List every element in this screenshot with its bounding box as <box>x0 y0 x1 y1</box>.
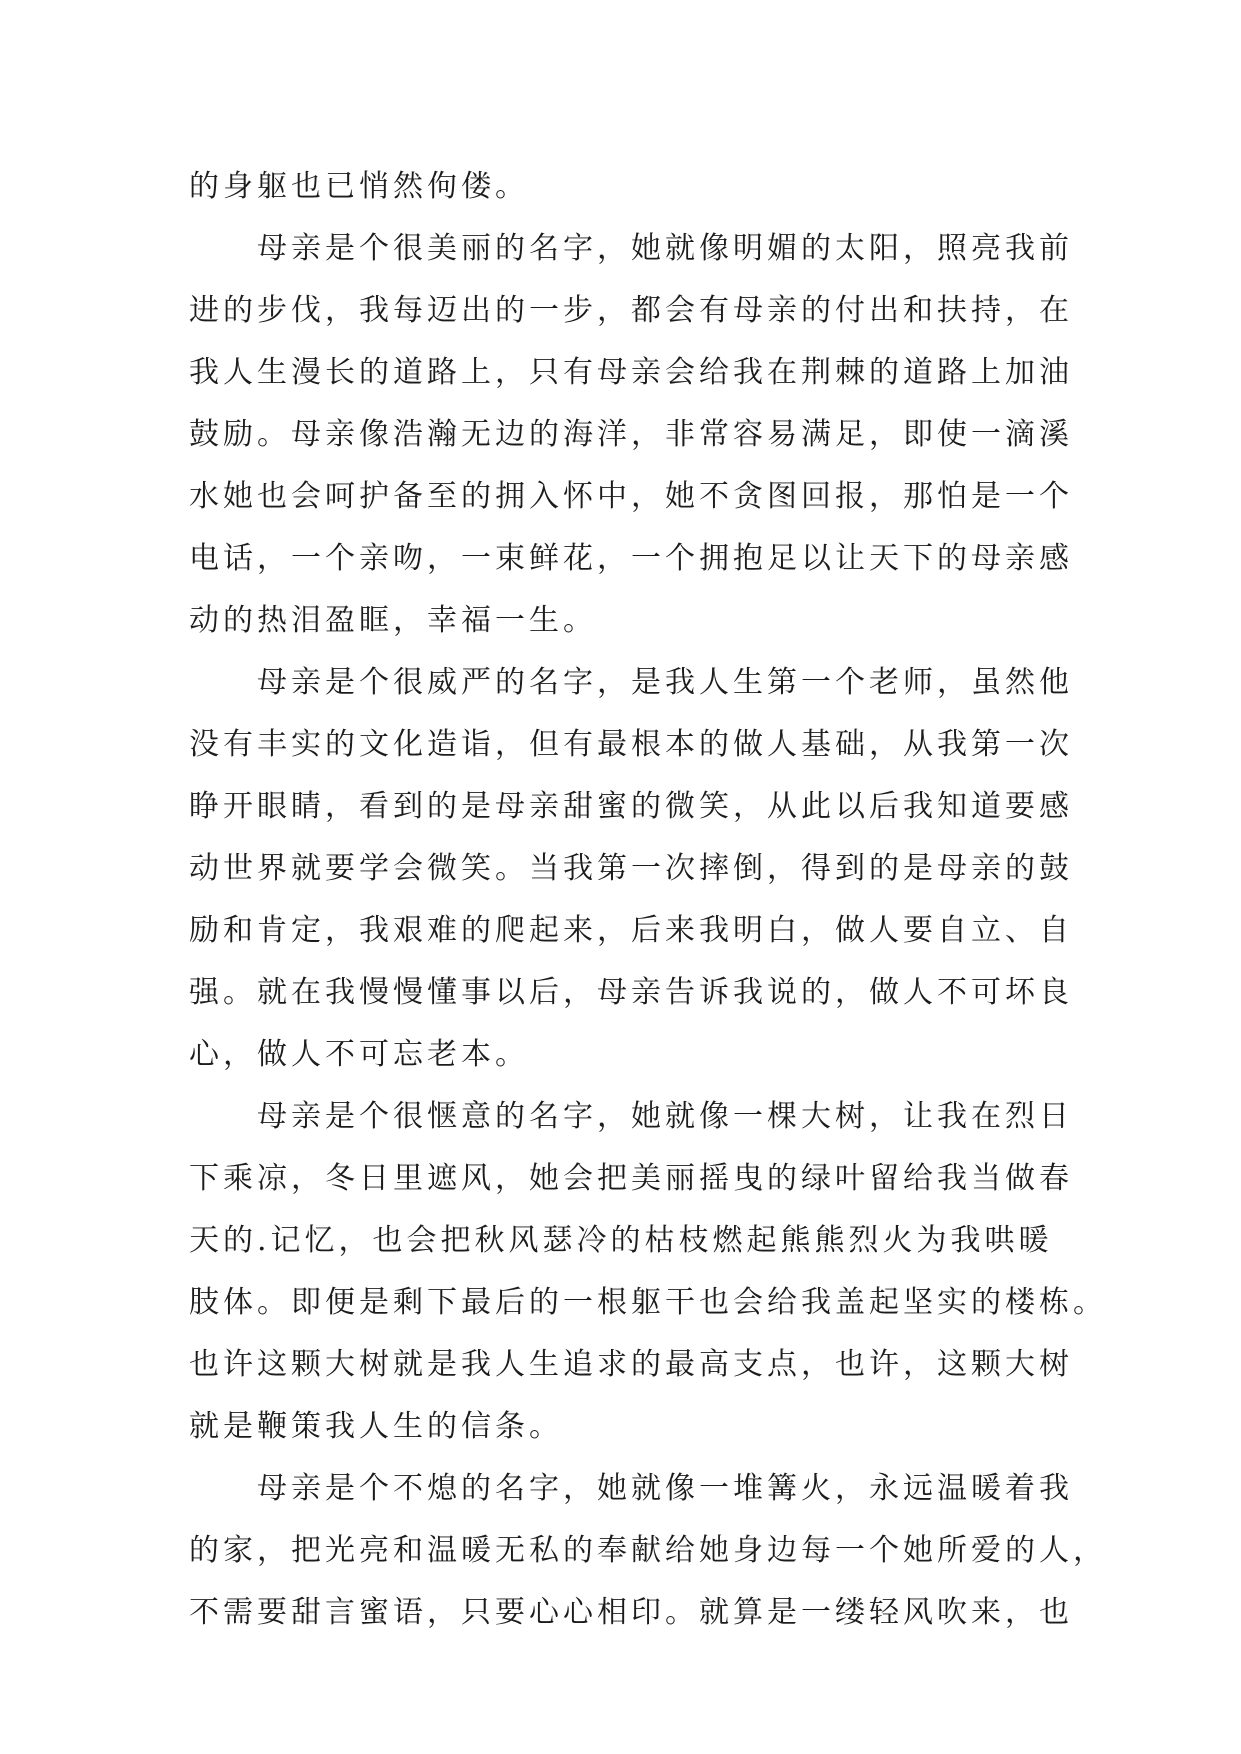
paragraph-line: 也许这颗大树就是我人生追求的最高支点，也许，这颗大树 <box>189 1347 1073 1382</box>
paragraph-line: 睁开眼睛，看到的是母亲甜蜜的微笑，从此以后我知道要感 <box>189 789 1073 824</box>
paragraph-line: 水她也会呵护备至的拥入怀中，她不贪图回报，那怕是一个 <box>189 479 1073 514</box>
paragraph-line: 心，做人不可忘老本。 <box>189 1037 529 1072</box>
paragraph-line: 母亲是个不熄的名字，她就像一堆篝火，永远温暖着我 <box>257 1471 1073 1506</box>
paragraph-line: 的身躯也已悄然佝偻。 <box>189 169 529 204</box>
paragraph-line: 的家，把光亮和温暖无私的奉献给她身边每一个她所爱的人， <box>189 1533 1107 1568</box>
paragraph-line: 励和肯定，我艰难的爬起来，后来我明白，做人要自立、自 <box>189 913 1073 948</box>
paragraph-line: 电话，一个亲吻，一束鲜花，一个拥抱足以让天下的母亲感 <box>189 541 1073 576</box>
paragraph-line: 肢体。即便是剩下最后的一根躯干也会给我盖起坚实的楼栋。 <box>189 1285 1107 1320</box>
document-body <box>189 156 1107 1644</box>
paragraph-line: 动世界就要学会微笑。当我第一次摔倒，得到的是母亲的鼓 <box>189 851 1073 886</box>
paragraph-line: 进的步伐，我每迈出的一步，都会有母亲的付出和扶持，在 <box>189 293 1073 328</box>
paragraph-line: 鼓励。母亲像浩瀚无边的海洋，非常容易满足，即使一滴溪 <box>189 417 1073 452</box>
paragraph-line: 就是鞭策我人生的信条。 <box>189 1409 563 1444</box>
paragraph-line: 我人生漫长的道路上，只有母亲会给我在荆棘的道路上加油 <box>189 355 1073 390</box>
paragraph-line: 动的热泪盈眶，幸福一生。 <box>189 603 597 638</box>
paragraph-line: 下乘凉，冬日里遮风，她会把美丽摇曳的绿叶留给我当做春 <box>189 1161 1073 1196</box>
paragraph-line: 没有丰实的文化造诣，但有最根本的做人基础，从我第一次 <box>189 727 1073 762</box>
paragraph-line: 天的.记忆，也会把秋风瑟冷的枯枝燃起熊熊烈火为我哄暖 <box>189 1223 1053 1258</box>
paragraph-line: 母亲是个很威严的名字，是我人生第一个老师，虽然他 <box>257 665 1073 700</box>
paragraph-line: 不需要甜言蜜语，只要心心相印。就算是一缕轻风吹来，也 <box>189 1595 1073 1630</box>
paragraph-line: 强。就在我慢慢懂事以后，母亲告诉我说的，做人不可坏良 <box>189 975 1073 1010</box>
paragraph-line: 母亲是个很惬意的名字，她就像一棵大树，让我在烈日 <box>257 1099 1073 1134</box>
paragraph-line: 母亲是个很美丽的名字，她就像明媚的太阳，照亮我前 <box>257 231 1073 266</box>
